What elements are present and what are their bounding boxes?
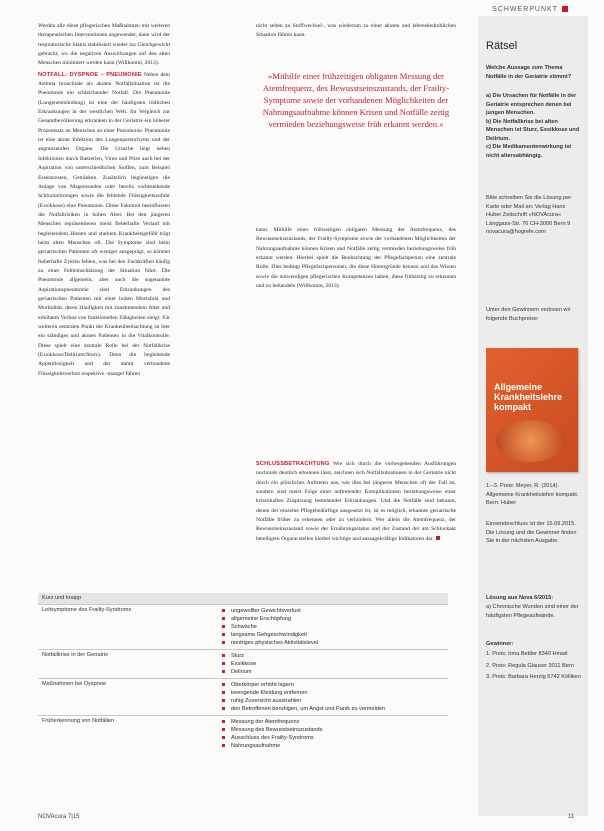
section-header — [492, 6, 568, 13]
subheading-conclusion: SCHLUSSBETRACHTUNG — [256, 461, 330, 467]
closing-text: Einsendeschluss ist der 15.09.2015. Die Lösung und die Gewinner finden Sie in der nächsten Ausgabe. — [486, 521, 577, 544]
book-caption: 1.–3. Preis: Meyer, R. (2014). Allgemeine Krankheitslehre kompakt. Bern: Huber — [486, 483, 579, 506]
list-item: Delirium — [222, 668, 448, 676]
col2-body: nicht selten zu Stoffwechsel-, was wiederum zu einer akuten und lebensbedrohlichen Situation führen kann. — [256, 23, 456, 39]
list-item: allgemeine Erschöpfung — [222, 615, 448, 623]
list-item: ruhig Zuversicht ausstrahlen — [222, 697, 448, 705]
list-item: Ausschluss des Frailty-Syndroms — [222, 734, 448, 742]
row-label: Maßnahmen bei Dyspnoe — [42, 681, 107, 687]
end-mark-icon — [436, 536, 440, 540]
winner-item: 1. Preis: Irma Bettler 8340 Hinwil — [486, 651, 568, 657]
column-4 — [256, 460, 456, 544]
quiz-option[interactable]: b) Die Notfallkrise bei alten Menschen ist Sturz, Exsikkose und Delirium. — [486, 118, 580, 142]
winners-label: Gewinner: — [486, 641, 514, 647]
row-label: Notfallkrise in der Geriatrie — [42, 652, 109, 658]
quiz-option[interactable]: c) Die Medikamentenwirkung ist nicht altersabhängig. — [486, 144, 572, 159]
list-item: Sturz — [222, 652, 448, 660]
list-item: Oberkörper erhöht lagern — [222, 681, 448, 689]
bullet-icon — [222, 683, 225, 686]
bullet-icon — [222, 662, 225, 665]
list-item: Schwäche — [222, 623, 448, 631]
column-1 — [38, 22, 170, 379]
cover-illustration — [496, 420, 566, 462]
table-title: Kurz und knapp — [38, 593, 448, 604]
bullet-icon — [222, 728, 225, 731]
row-label: Leitsymptome des Frailty-Syndroms — [42, 607, 132, 613]
section-label: SCHWERPUNKT — [492, 6, 558, 13]
bullet-icon — [222, 707, 225, 710]
solution-text: a) Chronische Wunden sind einer der häufigsten Pflegeaufwände. — [486, 604, 579, 619]
col1-intro: Werden alle diese pflegerischen Maßnahmen mit weiteren therapeutischen Interventionen angewendet, dann wird der respiratorische Status stabilisiert wieder ins Gleichgewicht gebracht, wo die negativen Auswirkungen auf den alten Menschen minimiert werden kann (Willkomm, 2013). — [38, 23, 170, 67]
winner-item: 2. Preis: Regula Glauser 3011 Bern — [486, 662, 574, 669]
quiz-question: Welche Aussage zum Thema Notfälle in der Geriatrie stimmt? — [486, 65, 572, 80]
list-item: niedriges physisches Aktivitätslevel — [222, 639, 448, 647]
table-row — [38, 715, 448, 752]
solution-title: Lösung aus Nova 6/2015: — [486, 595, 554, 601]
bullet-icon — [222, 654, 225, 657]
bullet-icon — [222, 699, 225, 702]
column-2-top — [256, 22, 456, 41]
bullet-icon — [222, 670, 225, 673]
summary-table — [38, 593, 448, 752]
quiz-option[interactable]: a) Die Ursachen für Notfälle in der Geriatrie entsprechen denen bei jungen Menschen. — [486, 93, 577, 116]
quiz-options — [486, 92, 582, 160]
sidebar-title: Rätsel — [486, 40, 518, 52]
bullet-icon — [222, 691, 225, 694]
bullet-icon — [222, 641, 225, 644]
list-item: Exsikkose — [222, 660, 448, 668]
col4-body: Wie sich durch die vorhergehenden Ausführungen nochmals deutlich erkennen lässt, zeichnen sich Notfallsituationen in der Geriatrie nicht durch ein plötzliches Auftreten aus, wie dies bei jüngeren Menschen oft der Fall ist, sondern sind meist Folge einer auftretender Komplikationen beziehungsweise einer krisenhaften Zuspitzung bestehender Erkrankungen. Und die Notfälle sind bekannt, denen der einzelne Pflegebedürftige ausgesetzt ist, ist es möglich, erkannte geriatrische Notfälle früher zu erkennen oder zu verhindern. Wer allein die Atemfrequenz, der Bewusstseinszustand sowie der Ernährungsstatus und der Zustand der am Schluckakt beteiligten Organe stellen hierbei wichtige und aussagekräftige Indikatoren dar. — [256, 461, 456, 542]
bullet-icon — [222, 617, 225, 620]
table-row — [38, 604, 448, 649]
bullet-icon — [222, 736, 225, 739]
winner-item: 3. Preis: Barbara Herzig 5742 Kölliken — [486, 674, 581, 680]
footer-magazine: NOVAcura 7|15 — [38, 814, 80, 820]
bullet-icon — [222, 625, 225, 628]
subheading-dyspnoe: NOTFALL: DYSPNOE – PNEUMONIE — [38, 71, 142, 78]
bullet-icon — [222, 720, 225, 723]
table-row — [38, 678, 448, 715]
list-item: langsame Gehgeschwindigkeit — [222, 631, 448, 639]
row-label: Früherkennung von Notfällen — [42, 718, 115, 724]
list-item: beengende Kleidung entfernen — [222, 689, 448, 697]
quiz-instructions: Bitte schreiben Sie die Lösung per Karte oder Mail an: Verlag Hans Huber Zeitschrift »NOVAcura« Länggass-Str. 76 CH-3000 Bern 9 novacura@hogrefe.com — [486, 195, 572, 235]
col1-body: Neben dem Asthma bronchiale als akuten Notfallsituation ist die Pneumonie ein schleichender Notfall. Die Pneumonie (Lungenentzündung) ist eine der häufigsten tödlichen Erkrankungen in der westlichen Welt. Im Vergleich zur Gesamtbevölkerung erkranken in der Geriatrie ein höherer Prozentsatz an Menschen an einer Pneumonie. Pneumonie ist eine akute Infektion des Lungenparenchyms und der angrenzenden Organe. Die Ursache liegt neben Infektionen durch Bakterien, Viren und Pilze auch bei der Aspiration von unterschiedlichen Stoffen, zum Beispiel Essensresten, Getränken. Zusätzlich begünstigen die Anlage von Magensonden oder bereits vorbestehende Schluckstörungen sowie die fehlende Flüssigkeitszufuhr (Exsikkose) eine Pneumonie. Diese Faktoren beeinflussen die Notfallrisiken in hohen Alter. Bei den jüngeren Menschen repräsentieren meist fieberhafte Verlauf mit begleitendem Husten und starkem Krankheitsgefühl trägt beim alten Menschen oft. Die Symptome sind beim geriatrischen Patienten oft weniger ausgeprägt, so können fieberhafte Zyklen fehlen, was bei den Fachkräften häufig zu einer Fehleinschätzung der Situation führt. Die Pneumonie allgemein, aber auch die sogenannte Aspirationspneumonie sind Erkrankungen des geriatrischen Patienten mit einer hohen Mortalität und Morbidität, deren Häufigkeit mit zunehmendem Alter und erhöhtem Verlust von funktionellen Fähigkeiten steigt. Für weiteren zentralen Punkt der Krankenbeobachtung ist hier ein ständiges und akutes Patienten in die Vitalkontrolle. Diese spielt eine zentrale Rolle bei der Notfallkrise (Exsikkose/Delirium/Sturz). Denn die begleitende Appetitlosigkeit und der damit verbundene Flüssigkeitsverlust respektive -mangel führen — [38, 71, 170, 377]
bullet-icon — [222, 609, 225, 612]
red-square-icon — [562, 6, 568, 12]
winners-list — [486, 650, 582, 682]
list-item: Nahrungsaufnahme — [222, 742, 448, 750]
list-item: Messung des Bewusstseinszustands — [222, 726, 448, 734]
page-number: 11 — [568, 814, 575, 820]
table-row — [38, 649, 448, 678]
bullet-icon — [222, 633, 225, 636]
col3-body: kann. Mithilfe einer frühzeitigen obligaten Messung der Atemfrequenz, des Bewusstseinszustands, der Frailty-Symptome sowie der vorhandenen Möglichkeiten der Nahrungsaufnahme können Krisen und Notfälle zeitig vermieden beziehungsweise früh erkannt werden. Hierbei spielt die Beobachtung der Pflegefachperson eine zentrale Rolle. Dies bedingt Pflegefachpersonen, die diese Hintergründe kennen und das Wissen sowie die notwendigen pflegerischen Kompetenzen haben, diese frühzeitig zu erkennen und zu behandeln (Willkomm, 2013). — [256, 227, 456, 290]
list-item: den Betroffenen beruhigen, um Angst und Panik zu vermeiden — [222, 705, 448, 713]
column-3 — [256, 226, 456, 291]
book-cover-image — [486, 348, 578, 472]
book-cover-title: Allgemeine Krankheitslehre kompakt — [494, 382, 563, 412]
pull-quote: »Mithilfe einer frühzeitigen obligaten Messung der Atemfrequenz, des Bewusstseinszustands, der Frailty-Symptome sowie der vorhandenen Möglichkeiten der Nahrungsaufnahme können Krisen und Notfälle zeitig vermieden beziehungsweise früh erkannt werden.« — [262, 71, 450, 129]
list-item: ungewollter Gewichtsverlust — [222, 607, 448, 615]
list-item: Messung der Atemfrequenz — [222, 718, 448, 726]
prize-intro: Unter den Gewinnern verlosen wir folgende Buchpreise: — [486, 307, 571, 322]
bullet-icon — [222, 744, 225, 747]
